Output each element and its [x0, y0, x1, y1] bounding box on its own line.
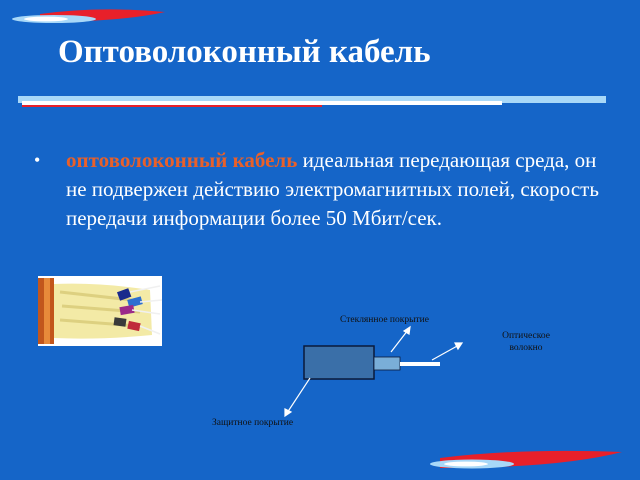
highlight-term: оптоволоконный кабель [66, 148, 298, 172]
fiber-diagram [285, 327, 462, 416]
glass-cladding [374, 357, 400, 370]
label-optical-fiber [486, 330, 566, 354]
slide-title: Оптоволоконный кабель [58, 34, 431, 70]
label-protective-coating: Защитное покрытие [212, 418, 294, 428]
label-optical-fiber-line2: волокно [509, 343, 543, 353]
bullet-body: идеальная передающая среда, он не подвержен действию электромагнитных полей, скорость передачи информации более 50 Мбит/сек. [66, 148, 599, 230]
optical-core [400, 362, 440, 366]
label-optical-fiber-line1: Оптическое [502, 331, 550, 341]
bullet-text [66, 146, 606, 233]
protective-jacket [304, 346, 374, 379]
label-glass-coating: Стеклянное покрытие [340, 315, 429, 325]
top-left-swoosh [12, 9, 165, 23]
bullet-marker: • [34, 150, 41, 170]
title-divider [18, 96, 606, 107]
bottom-right-swoosh [430, 451, 622, 469]
cable-photo [38, 276, 162, 346]
